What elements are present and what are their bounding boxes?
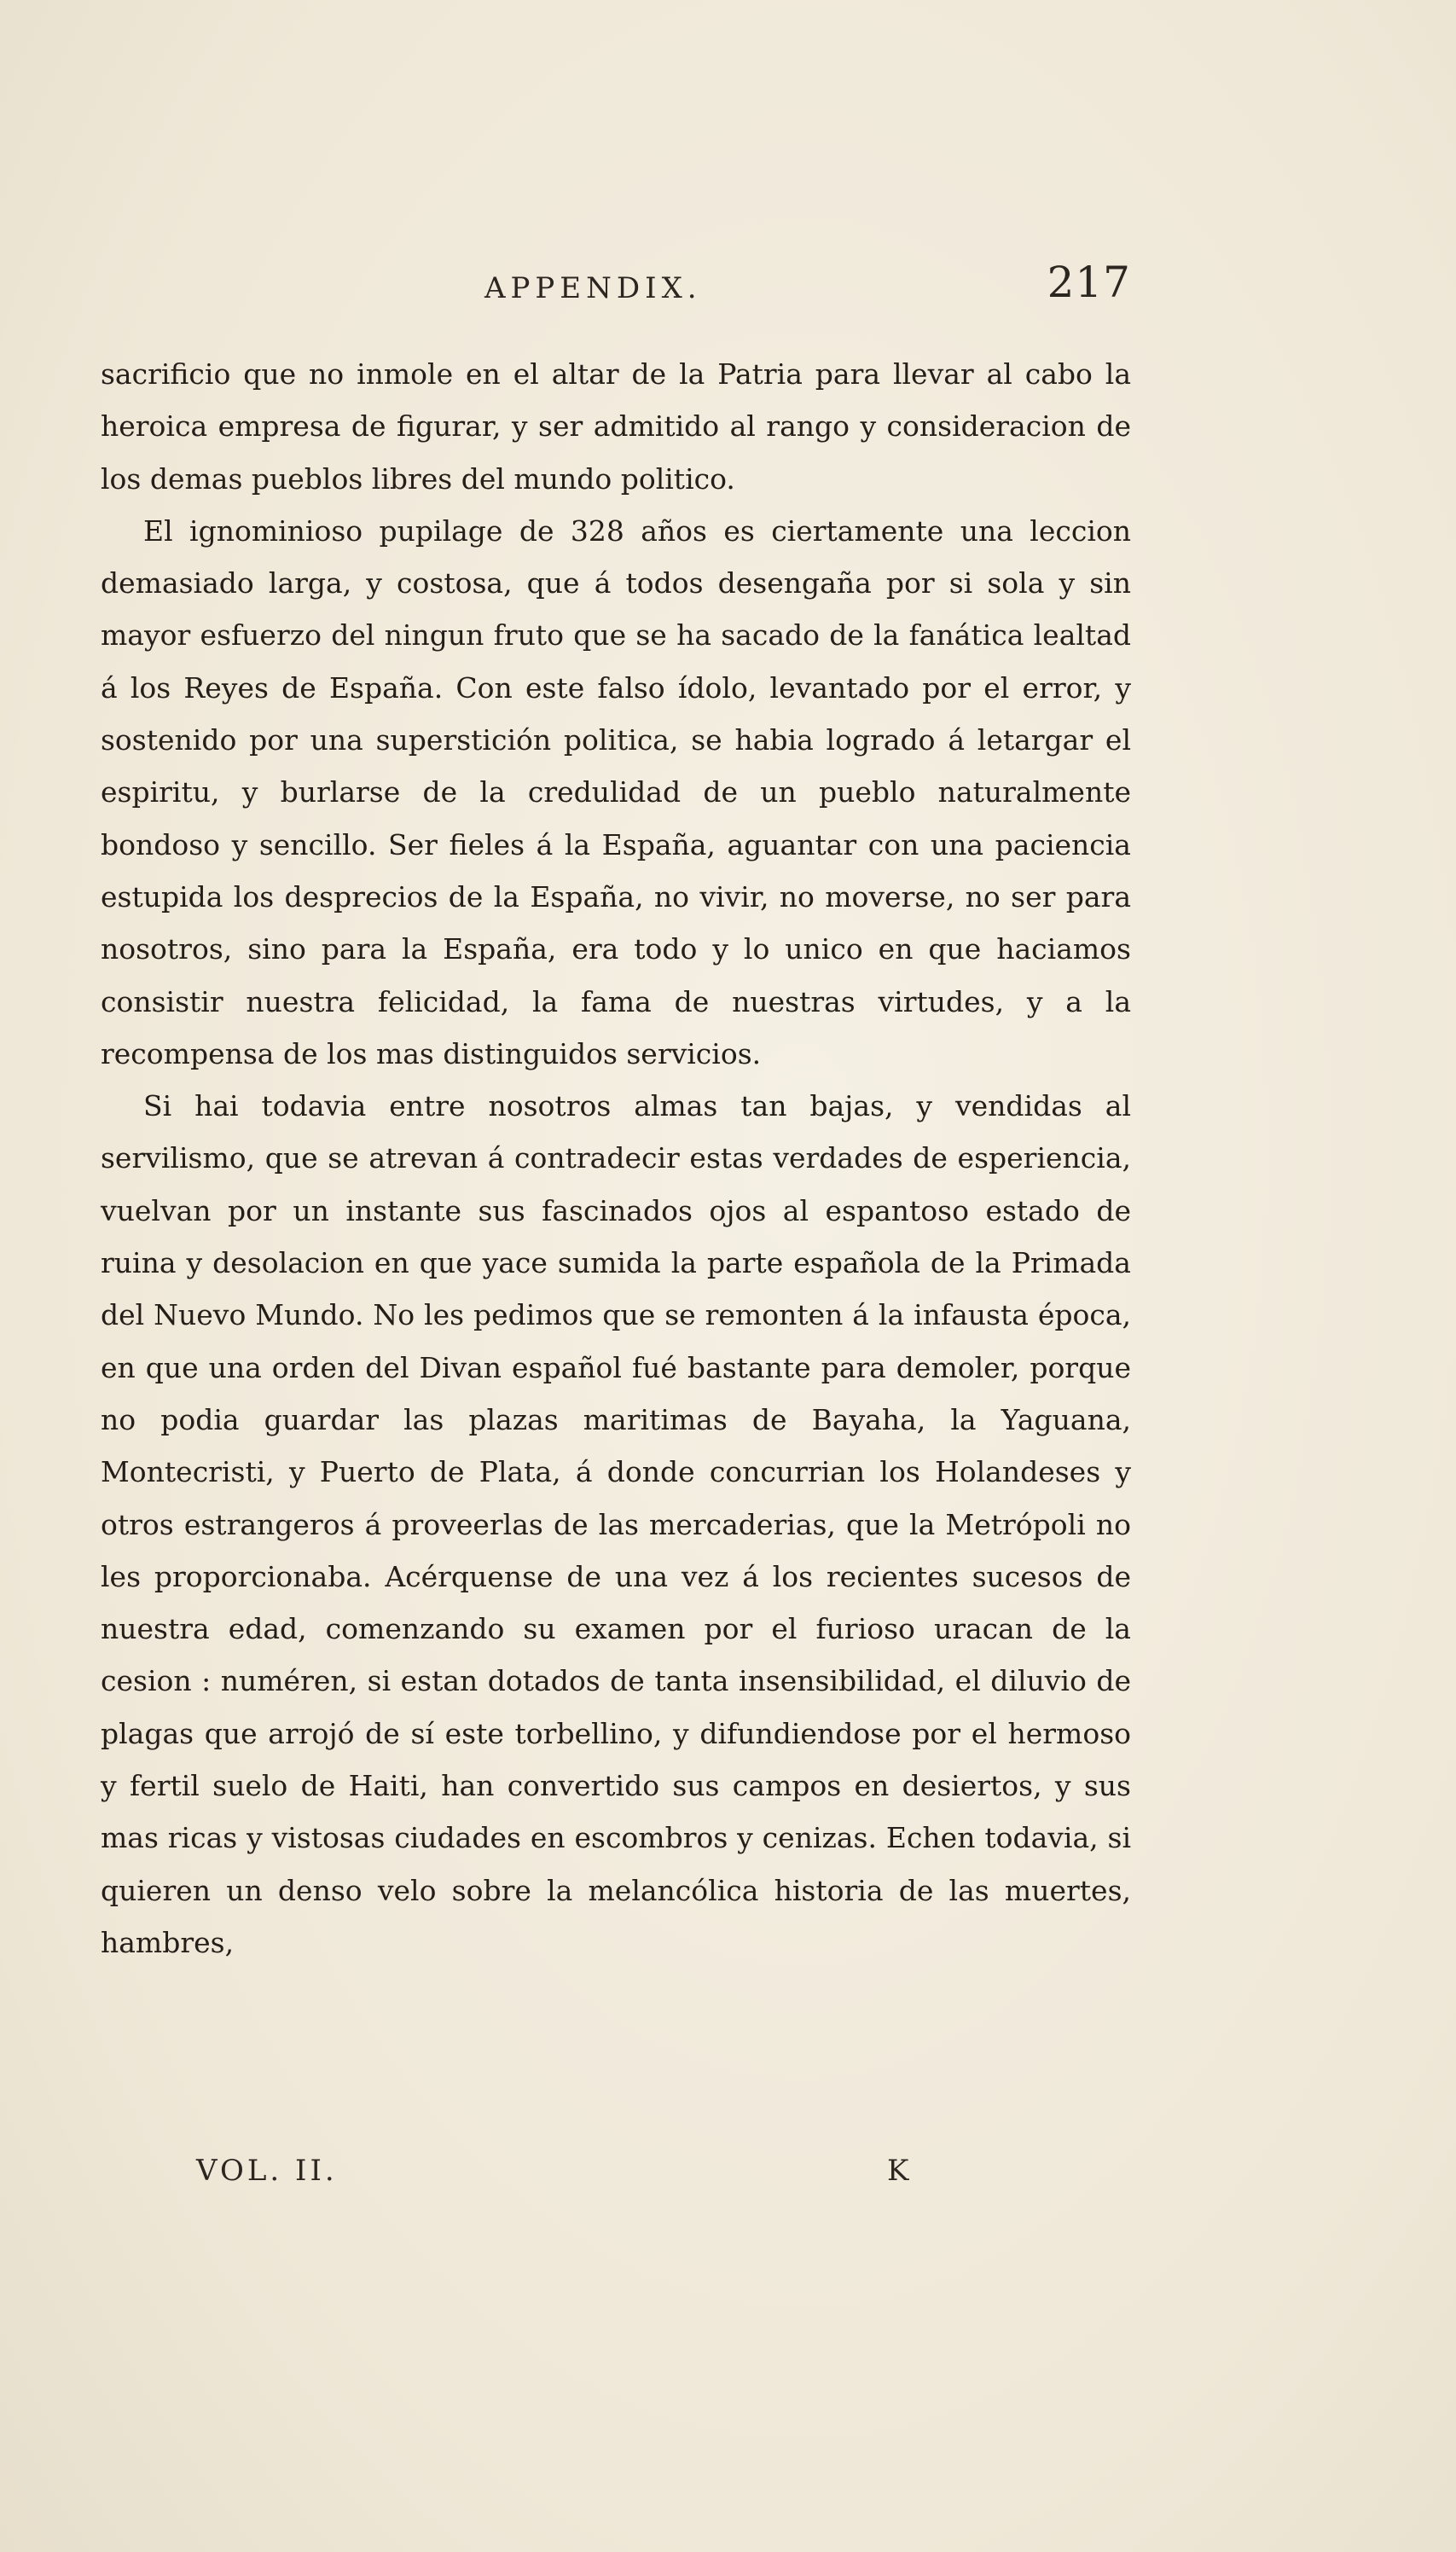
signature-mark: K [887,2154,909,2188]
page-header [101,256,1131,316]
page-number: 217 [1047,258,1131,307]
volume-label: VOL. II. [196,2154,338,2188]
paragraph: Si hai todavia entre nosotros almas tan bajas, y vendidas al servilismo, que se atrevan á contradecir estas verdades de esperiencia, vuelvan por un instante sus fascinados ojos al espantoso estado de ruina y desolacion en que yace sumida la parte española de la Primada del Nuevo Mundo. No les pedimos que se remonten á la infausta época, en que una orden del Divan español fué bastante para demoler, porque no podia guardar las plazas maritimas de Bayaha, la Yaguana, Montecristi, y Puerto de Plata, á donde concurrian los Holandeses y otros estrangeros á proveerlas de las mercaderias, que la Metrópoli no les proporcionaba. Acérquense de una vez á los recientes sucesos de nuestra edad, comenzando su examen por el furioso uracan de la cesion : numéren, si estan dotados de tanta insensibilidad, el diluvio de plagas que arrojó de sí este torbellino, y difundiendose por el hermoso y fertil suelo de Haiti, han convertido sus campos en desiertos, y sus mas ricas y vistosas ciudades en escombros y cenizas. Echen todavia, si quieren un denso velo sobre la melancólica historia de las muertes, hambres, [101,1089,1131,1959]
running-head: APPENDIX. [484,271,702,305]
paragraph-continuation: sacrificio que no inmole en el altar de la Patria para llevar al cabo la heroica empresa de figurar, y ser admitido al rango y consideracion de los demas pueblos libres del mundo politico. [101,357,1131,496]
body-text [101,348,1131,1969]
paragraph: El ignominioso pupilage de 328 años es ciertamente una leccion demasiado larga, y costosa, que á todos desengaña por si sola y sin mayor esfuerzo del ningun fruto que se ha sacado de la fanática lealtad á los Reyes de España. Con este falso ídolo, levantado por el error, y sostenido por una superstición politica, se habia logrado á letargar el espiritu, y burlarse de la credulidad de un pueblo naturalmente bondoso y sencillo. Ser fieles á la España, aguantar con una paciencia estupida los desprecios de la España, no vivir, no moverse, no ser para nosotros, sino para la España, era todo y lo unico en que haciamos consistir nuestra felicidad, la fama de nuestras virtudes, y a la recompensa de los mas distinguidos servicios. [101,513,1131,1070]
page-footer [101,2154,1131,2205]
